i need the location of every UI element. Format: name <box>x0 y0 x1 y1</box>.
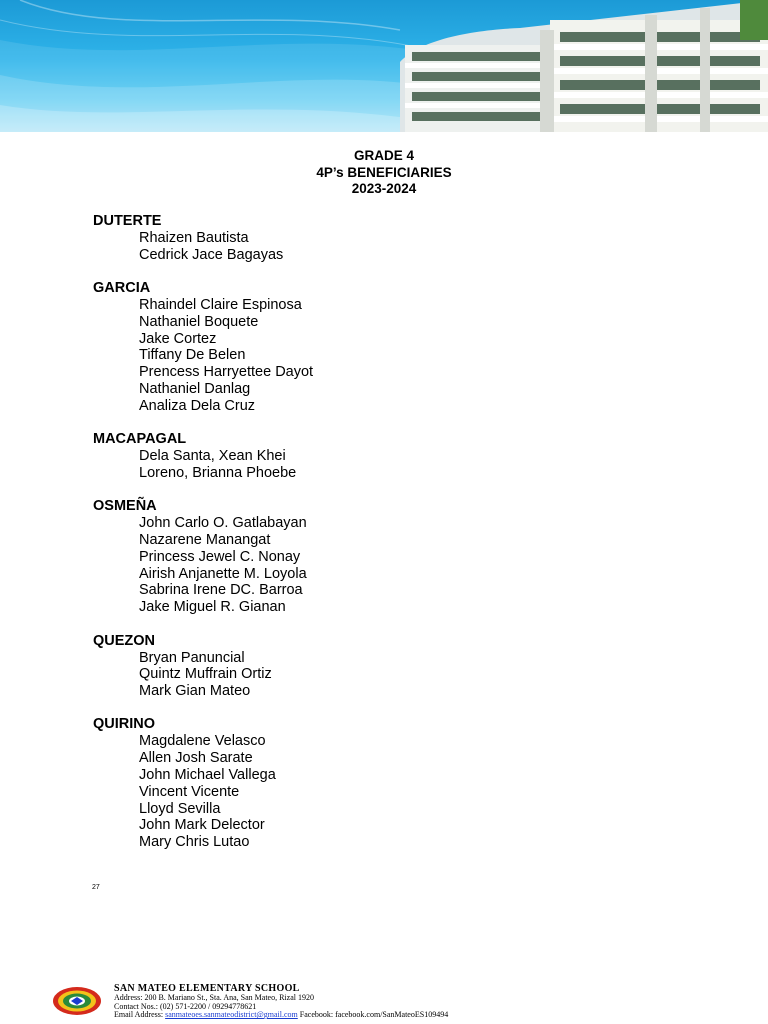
grade-title: GRADE 4 <box>353 148 414 163</box>
student-name: Princess Jewel C. Nonay <box>139 548 301 565</box>
section-duterte <box>93 213 693 264</box>
facebook-link[interactable]: facebook.com/SanMateoES109494 <box>335 1010 449 1020</box>
student-name: Quintz Muffrain Ortiz <box>139 666 272 683</box>
student-name: Dela Santa, Xean Khei <box>139 448 286 465</box>
page-number: 27 <box>92 884 100 891</box>
student-name: Nazarene Manangat <box>139 532 271 549</box>
beneficiaries-list <box>93 213 693 868</box>
student-name: Tiffany De Belen <box>139 347 246 364</box>
student-name: Prencess Harryettee Dayot <box>139 364 314 381</box>
document-title <box>0 148 768 198</box>
student-name: Cedrick Jace Bagayas <box>139 246 284 263</box>
section-quirino <box>93 716 693 851</box>
student-name: Sabrina Irene DC. Barroa <box>139 582 303 599</box>
student-name: Magdalene Velasco <box>139 733 266 750</box>
section-title: MACAPAGAL <box>93 431 187 448</box>
email-label: Email Address: <box>114 1010 166 1020</box>
footer <box>52 983 752 1019</box>
section-garcia <box>93 280 693 415</box>
student-name: Lloyd Sevilla <box>139 800 221 817</box>
school-seal-icon <box>52 986 102 1016</box>
student-name: Bryan Panuncial <box>139 649 245 666</box>
header-banner <box>0 0 768 132</box>
section-title: QUEZON <box>93 632 156 649</box>
school-contact-info <box>114 983 448 1020</box>
school-building-image <box>400 0 768 132</box>
banner-artwork <box>0 0 768 132</box>
student-name: Nathaniel Boquete <box>139 313 259 330</box>
student-name: Allen Josh Sarate <box>139 750 253 767</box>
section-title: DUTERTE <box>93 213 162 229</box>
section-osmena <box>93 498 693 616</box>
section-title: QUIRINO <box>93 716 156 733</box>
student-name: Jake Cortez <box>139 330 217 347</box>
school-address: Address: 200 B. Mariano St., Sta. Ana, San Mateo, Rizal 1920 <box>114 993 314 1002</box>
school-name: SAN MATEO ELEMENTARY SCHOOL <box>114 983 300 994</box>
section-macapagal <box>93 431 693 482</box>
section-title: GARCIA <box>93 280 151 297</box>
student-name: Rhaindel Claire Espinosa <box>139 297 302 314</box>
school-contact: Contact Nos.: (02) 571-2200 / 09294778621 <box>114 1001 257 1011</box>
section-title: OSMEÑA <box>93 498 157 515</box>
email-link[interactable]: sanmateoes.sanmateodistrict@gmail.com <box>165 1010 298 1020</box>
student-name: Nathaniel Danlag <box>139 381 251 398</box>
section-quezon <box>93 633 693 700</box>
student-name: Jake Miguel R. Gianan <box>139 599 286 616</box>
school-year-title: 2023-2024 <box>351 181 417 196</box>
student-name: Mary Chris Lutao <box>139 834 250 851</box>
student-name: John Michael Vallega <box>139 767 276 784</box>
facebook-label: Facebook: <box>297 1010 336 1020</box>
student-name: Vincent Vicente <box>139 783 240 800</box>
student-name: Airish Anjanette M. Loyola <box>139 565 307 582</box>
student-name: John Carlo O. Gatlabayan <box>139 515 307 532</box>
student-name: John Mark Delector <box>139 817 265 834</box>
student-name: Analiza Dela Cruz <box>139 397 256 414</box>
student-name: Rhaizen Bautista <box>139 230 249 246</box>
school-email-line <box>114 1011 448 1020</box>
student-name: Mark Gian Mateo <box>139 683 251 700</box>
program-title: 4P’s BENEFICIARIES <box>316 164 452 180</box>
student-name: Loreno, Brianna Phoebe <box>139 464 297 481</box>
